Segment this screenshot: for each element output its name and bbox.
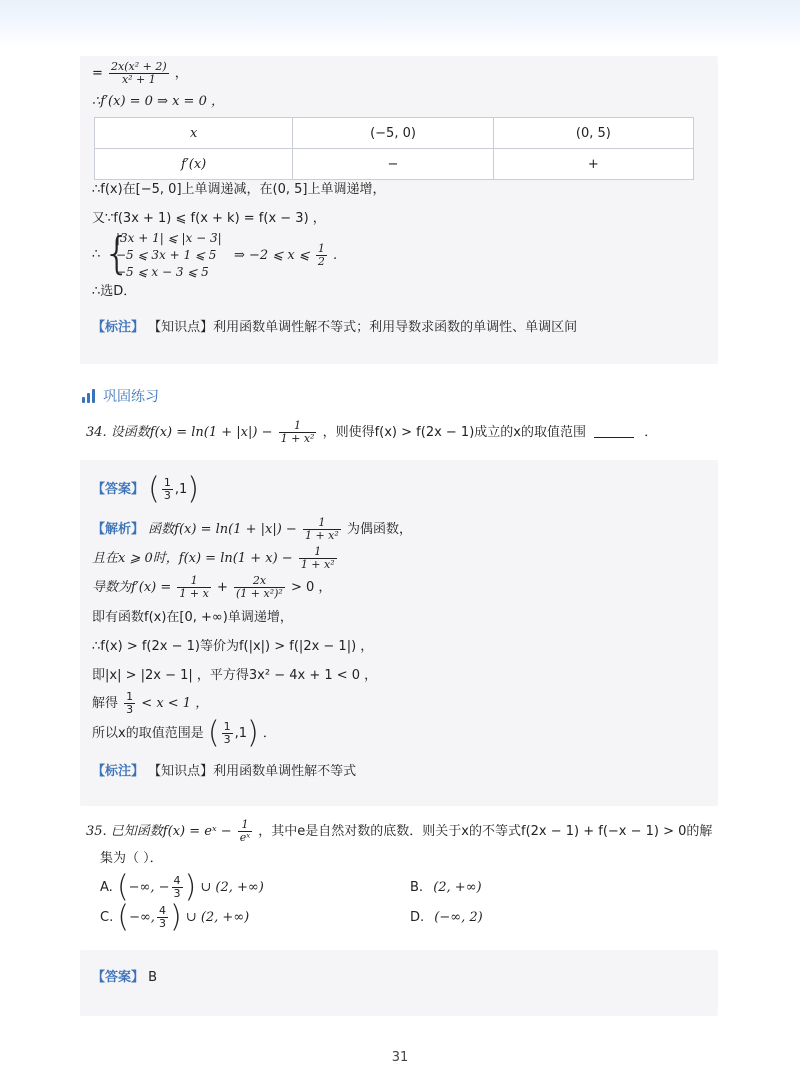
analysis-line-5: ∴f(x) > f(2x − 1)等价为f(|x|) > f(|2x − 1|) ， [92,639,374,654]
answer-line: 【答案】 ( $\frac{1}{3}$ ,1) [92,471,199,507]
table-cell: (−5, 0) [293,118,493,149]
analysis-line-3: 导数为f′(x) = $\frac{1}{1 + x}$ + $\frac{2x}{\text{(1 + x²)²}}$ > 0 ， [92,574,332,600]
fraction: $\frac{2x}{\text{(1 + x²)²}}$ [236,574,283,600]
condition-line: 又∵f(3x + 1) ⩽ f(x + k) = f(x − 3) ， [92,211,326,226]
fraction: $\frac{4}{3}$ [158,904,166,930]
fraction: $\frac{1}{\text{1 + x²}}$ [304,516,339,542]
equation-line-1: = $\frac{\text{2x(x² + 2)}}{\text{x² + 1}}$ ， [92,60,188,86]
fraction: $\frac{4}{3}$ [173,874,181,900]
table-cell: − [293,149,493,180]
section-title: 巩固练习 [82,386,159,406]
analysis-line-8: 所以x的取值范围是 ( $\frac{1}{3}$ ,1) ． [92,715,276,751]
table-cell: (0, 5) [493,118,693,149]
note-tag: 【标注】 [92,764,145,779]
equation-line-2: ∴f′(x) = 0 ⇒ x = 0 ， [92,94,224,109]
answer-blank [594,423,634,438]
option-d[interactable]: D. (−∞, 2) [410,910,483,925]
solution-box-34 [80,460,718,806]
fraction: $\frac{1}{3}$ [126,690,134,716]
fraction: $\frac{1}{2}$ [317,242,325,268]
header-band [0,0,800,48]
fraction: $\frac{1}{3}$ [163,476,171,502]
solution-box-35 [80,950,718,1016]
variation-table [94,117,694,180]
option-a[interactable]: A. (−∞, − $\frac{4}{3}$ ) ∪ (2, +∞) [100,869,264,905]
fraction: $\frac{1}{3}$ [223,720,231,746]
fraction: $\frac{1}{\text{eˣ}}$ [239,818,251,844]
page-number: 31 [391,1050,409,1065]
analysis-line-1: 【解析】 函数f(x) = ln(1 + |x|) − $\frac{1}{\text{1 + x²}}$ 为偶函数， [92,516,412,542]
system-line-2: −5 ⩽ 3x + 1 ⩽ 5 [116,248,217,262]
fraction: $\frac{1}{\text{1 + x²}}$ [300,545,335,571]
answer-line: 【答案】 B [92,970,158,985]
analysis-line-6: 即|x| > |2x − 1| ，平方得3x² − 4x + 1 < 0 ， [92,668,378,683]
analysis-line-4: 即有函数f(x)在[0, +∞)单调递增， [92,610,293,625]
bar-chart-icon [82,389,95,403]
therefore-symbol: ∴ [92,247,101,262]
note-line: 【标注】 【知识点】利用函数单调性解不等式 [92,764,357,779]
option-b[interactable]: B. (2, +∞) [410,880,482,895]
monotonic-line: ∴f(x)在[−5, 0]上单调递减，在(0, 5]上单调递增， [92,182,386,197]
table-cell: f′(x) [95,149,293,180]
question-34: 34. 设函数f(x) = ln(1 + |x|) − $\frac{1}{\text{1 + x²}}$ ，则使得f(x) > f(2x − 1)成立的x的取值范围 ． [86,419,658,445]
table-cell: x [95,118,293,149]
table-row [95,118,694,149]
question-35-line-2: 集为（ ）． [100,851,163,866]
table-cell: + [493,149,693,180]
choice-line: ∴选D． [92,284,137,299]
option-c[interactable]: C. (−∞, $\frac{4}{3}$ ) ∪ (2, +∞) [100,899,250,935]
analysis-line-2: 且在x ⩾ 0时，f(x) = ln(1 + x) − $\frac{1}{\text{1 + x²}}$ [92,545,335,571]
fraction: $\frac{1}{1 + x}$ [179,574,209,600]
system-brace: { [103,228,131,279]
system-result: ⇒ −2 ⩽ x ⩽ $\frac{1}{2}$ . [234,242,338,268]
question-35: 35. 已知函数f(x) = eˣ − $\frac{1}{\text{eˣ}}$ ，其中e是自然对数的底数．则关于x的不等式f(2x − 1) + f(−x − 1) > 0的解 [86,818,713,844]
system-line-3: −5 ⩽ x − 3 ⩽ 5 [116,265,209,279]
note-tag: 【标注】 [92,320,145,335]
analysis-line-7: 解得 $\frac{1}{3}$ < x < 1 ， [92,690,209,716]
fraction: $\frac{\text{2x(x² + 2)}}{\text{x² + 1}}$ [111,60,167,86]
note-line: 【标注】 【知识点】利用函数单调性解不等式；利用导数求函数的单调性、单调区间 [92,320,578,335]
fraction: $\frac{1}{\text{1 + x²}}$ [280,419,315,445]
table-row [95,149,694,180]
system-line-1: |3x + 1| ⩽ |x − 3| [116,231,222,245]
